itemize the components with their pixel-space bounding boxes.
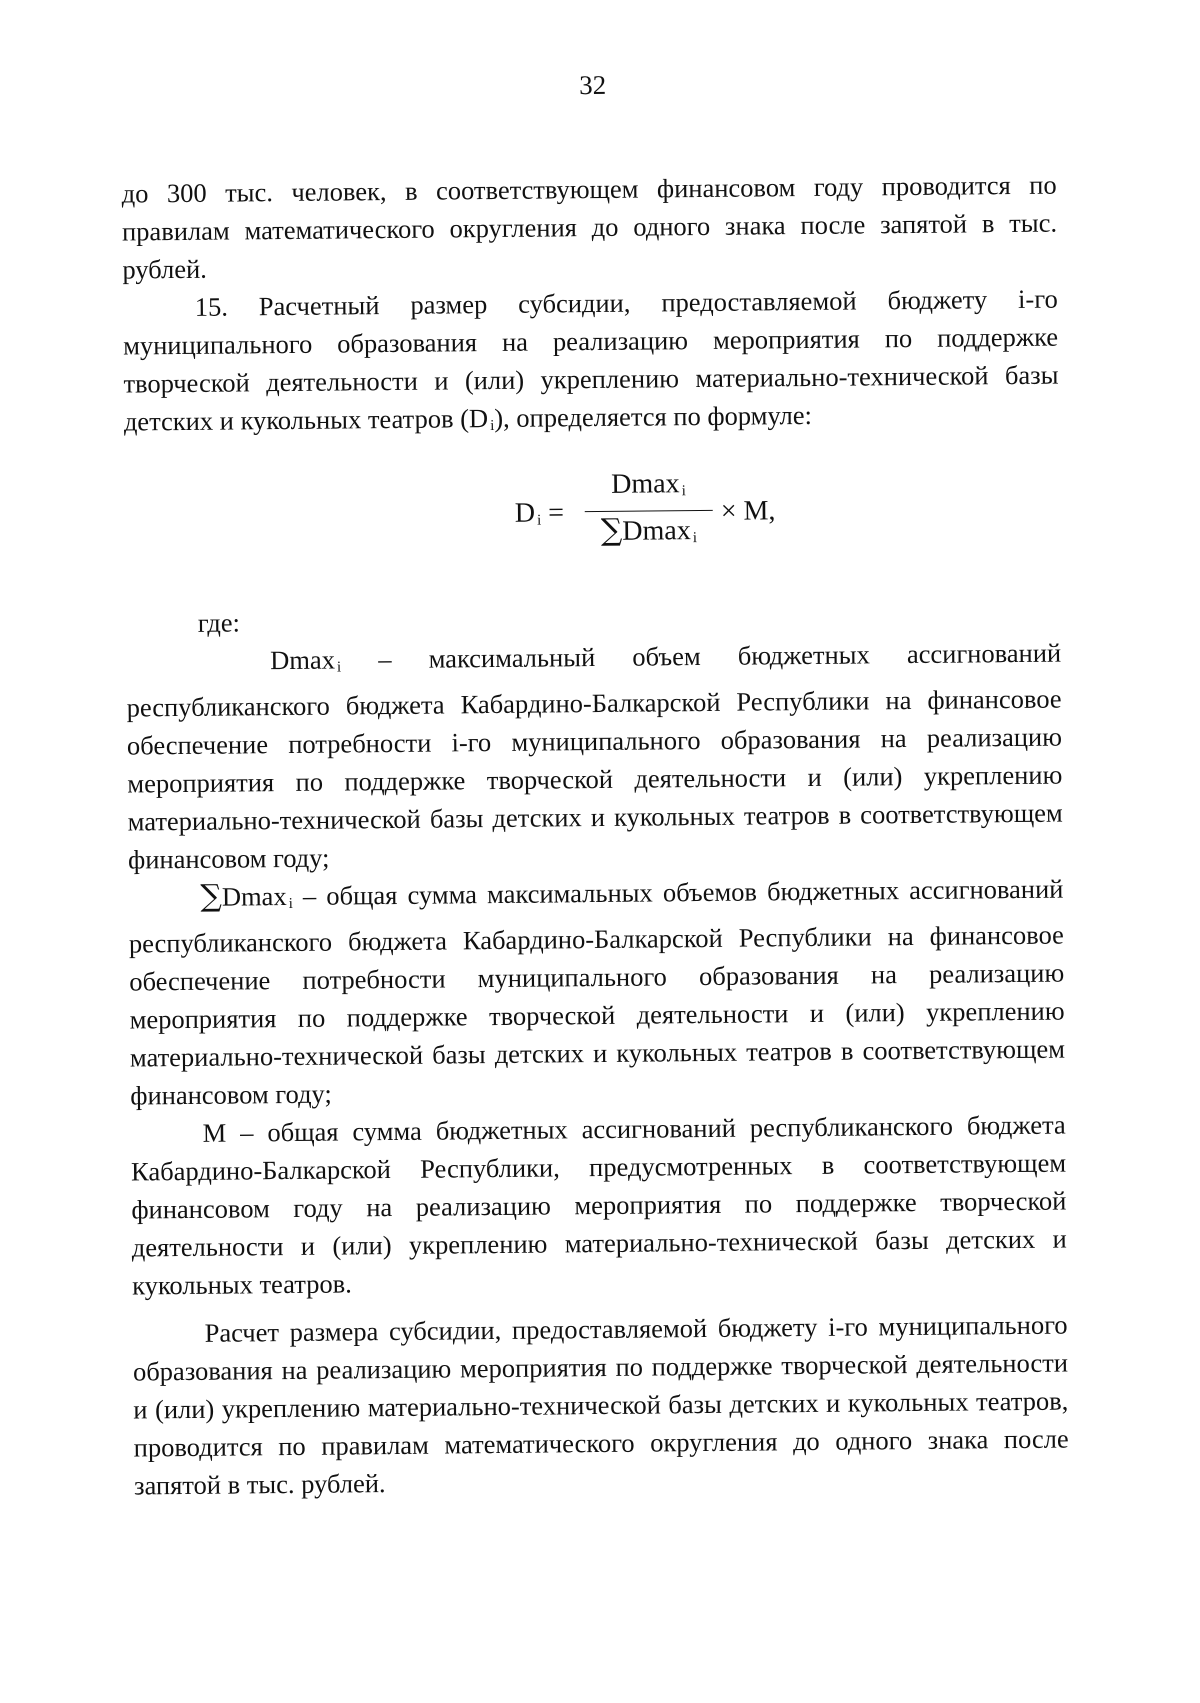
formula-numerator-term: Dmax: [611, 468, 680, 500]
definition-dmax-symbol: Dmax: [270, 644, 336, 676]
formula-numerator-sub: i: [681, 483, 686, 500]
formula-denominator-sub: i: [692, 530, 698, 547]
paragraph-15-symbol: D: [468, 403, 489, 434]
definition-m-symbol: M: [202, 1117, 227, 1148]
definition-dmax-text: – максимальный объем бюджетных ассигнований республиканского бюджета Кабардино-Балкарской Республики на финансовое обеспечение потребности i-го муниципального образования на реализацию мероприятия по поддержке творческой деятельности и (или) укреплению материально-технической базы детских и кукольных театров в соответствующем финансовом году;: [126, 637, 1063, 875]
definition-m-text: – общая сумма бюджетных ассигнований республиканского бюджета Кабардино-Балкарской Республики, предусмотренных в соответствующем финансовом году на реализацию мероприятия по поддержке творческой деятельности и (или) укреплению материально-технической базы детских и кукольных театров.: [130, 1109, 1067, 1301]
definition-sum-dmax: [128, 870, 1065, 1115]
definition-sum-dmax-sub: i: [288, 895, 293, 912]
sum-symbol: ∑: [600, 512, 623, 548]
formula-fraction: [584, 467, 713, 556]
formula-rhs: × M,: [720, 495, 776, 527]
page-number: 32: [579, 69, 607, 101]
paragraph-final: Расчет размера субсидии, предоставляемой бюджету i-го муниципального образования на реализацию мероприятия по поддержке творческой деятельности и (или) укреплению материально-технической базы детских и кукольных театров, проводится по правилам математического округления до одного знака после запятой в тыс. рублей.: [132, 1309, 1069, 1501]
definition-sum-dmax-text: – общая сумма максимальных объемов бюджетных ассигнований республиканского бюджета Кабардино-Балкарской Республики на финансовое обеспечение потребности муниципального образования на реализацию мероприятия по поддержке творческой деятельности и (или) укреплению материально-технической базы детских и кукольных театров в соответствующем финансовом году;: [128, 873, 1066, 1111]
formula: [124, 446, 1060, 605]
formula-equals: =: [541, 497, 565, 529]
sum-symbol: ∑: [200, 878, 223, 914]
paragraph-15: [123, 280, 1059, 449]
definition-sum-dmax-symbol: Dmax: [221, 881, 287, 912]
formula-numerator: [584, 467, 712, 509]
paragraph-intro: до 300 тыс. человек, в соответствующем финансовом году проводится по правилам математического округления до одного знака после запятой в тыс. рублей.: [121, 169, 1058, 285]
definition-m: [131, 1106, 1068, 1305]
formula-denominator: [585, 513, 713, 556]
definition-dmax-term: [198, 640, 341, 687]
fraction-bar: [585, 510, 713, 512]
formula-lhs-symbol: D: [514, 497, 536, 529]
paragraph-15-text: 15. Расчетный размер субсидии, предоставляемой бюджету i-го муниципального образования на реализацию мероприятия по поддержке творческой деятельности и (или) укреплению материально-технической базы детских и кукольных театров (: [122, 283, 1059, 437]
where-label: где:: [197, 607, 241, 638]
definition-dmax: [126, 634, 1063, 879]
document-body: [121, 166, 1069, 1505]
formula-denominator-term: Dmax: [622, 515, 691, 547]
definition-dmax-sub: i: [336, 659, 342, 676]
formula-lhs-sub: i: [536, 512, 542, 529]
formula-lhs: [515, 494, 565, 539]
paragraph-15-symbol-sub: i: [490, 417, 495, 435]
paragraph-15-end: ), определяется по формуле:: [494, 399, 813, 433]
